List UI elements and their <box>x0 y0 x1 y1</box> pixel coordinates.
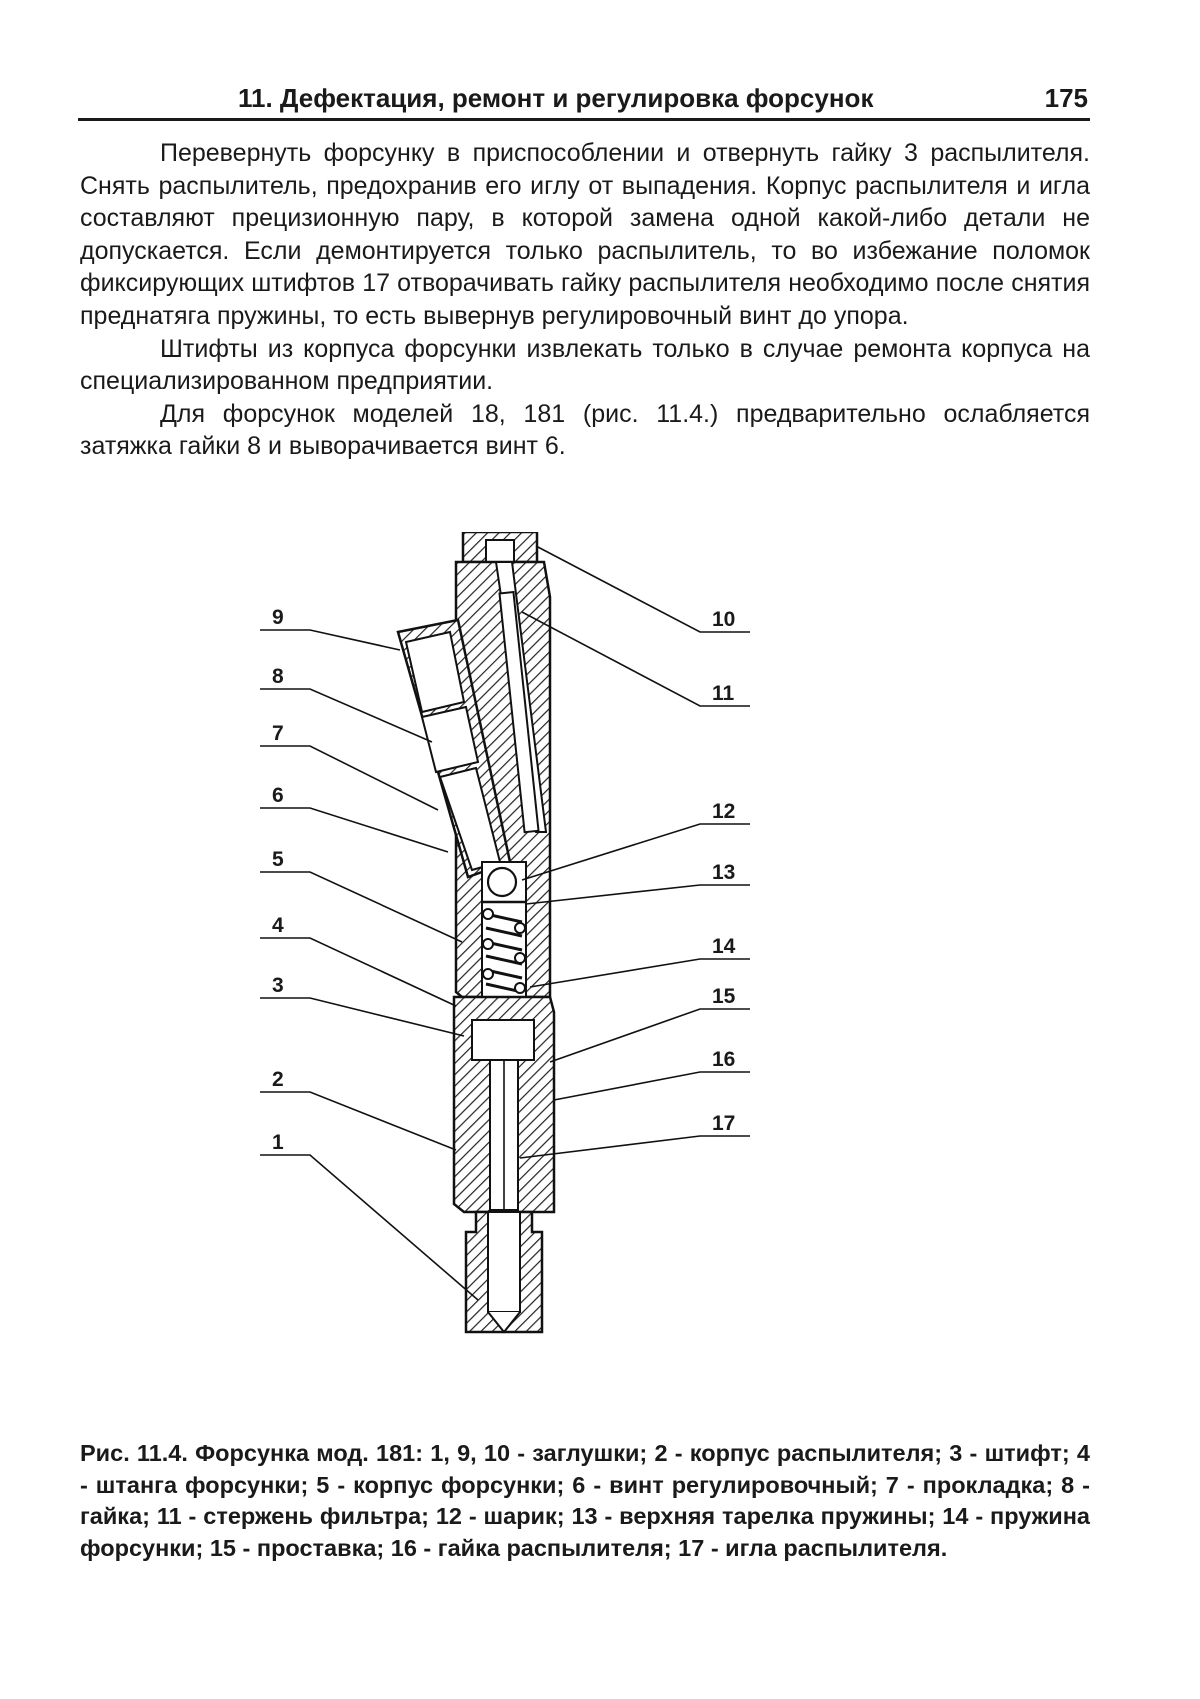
label-13: 13 <box>712 861 736 884</box>
label-9: 9 <box>272 606 284 629</box>
paragraph-1: Перевернуть форсунку в приспособлении и отвернуть гайку 3 распылителя. Снять распылитель, предохранив его иглу от выпадения. Корпус распылителя и игла составляют прецизионную пару, в которой замена одной какой-либо детали не допускается. Если демонтируется только распылитель, то во избежание поломок фиксирующих штифтов 17 отворачивать гайку распылителя необходимо после снятия преднатяга пружины, то есть вывернув регулировочный винт до упора. <box>80 139 1090 330</box>
nozzle-tip <box>466 1212 542 1332</box>
body-text <box>80 137 1090 463</box>
top-plug <box>463 532 537 562</box>
label-6: 6 <box>272 784 284 807</box>
chapter-title: 11. Дефектация, ремонт и регулировка форсунок <box>238 83 874 113</box>
injector-drawing <box>250 532 830 1412</box>
label-1: 1 <box>272 1131 284 1154</box>
label-8: 8 <box>272 665 284 688</box>
label-10: 10 <box>712 608 736 631</box>
paragraph-2: Штифты из корпуса форсунки извлекать только в случае ремонта корпуса на специализированном предприятии. <box>80 334 1090 396</box>
label-7: 7 <box>272 722 284 745</box>
label-4: 4 <box>272 914 284 937</box>
nozzle-nut <box>454 997 554 1212</box>
label-15: 15 <box>712 985 736 1008</box>
running-header <box>78 78 1090 121</box>
label-14: 14 <box>712 935 736 958</box>
label-11: 11 <box>712 682 735 705</box>
label-16: 16 <box>712 1048 736 1071</box>
label-2: 2 <box>272 1068 284 1091</box>
label-5: 5 <box>272 848 284 871</box>
paragraph-3: Для форсунок моделей 18, 181 (рис. 11.4.) предварительно ослабляется затяжка гайки 8 и выворачивается винт 6. <box>80 399 1090 461</box>
figure-caption: Рис. 11.4. Форсунка мод. 181: 1, 9, 10 - заглушки; 2 - корпус распылителя; 3 - штифт; 4 - штанга форсунки; 5 - корпус форсунки; 6 - винт регулировочный; 7 - прокладка; 8 - гайка; 11 - стержень фильтра; 12 - шарик; 13 - верхняя тарелка пружины; 14 - пружина форсунки; 15 - проставка; 16 - гайка распылителя; 17 - игла распылителя. <box>80 1440 1090 1561</box>
label-3: 3 <box>272 974 284 997</box>
injector-diagram <box>250 532 830 1412</box>
page-number: 175 <box>1044 83 1088 113</box>
label-12: 12 <box>712 800 736 823</box>
label-17: 17 <box>712 1112 736 1135</box>
